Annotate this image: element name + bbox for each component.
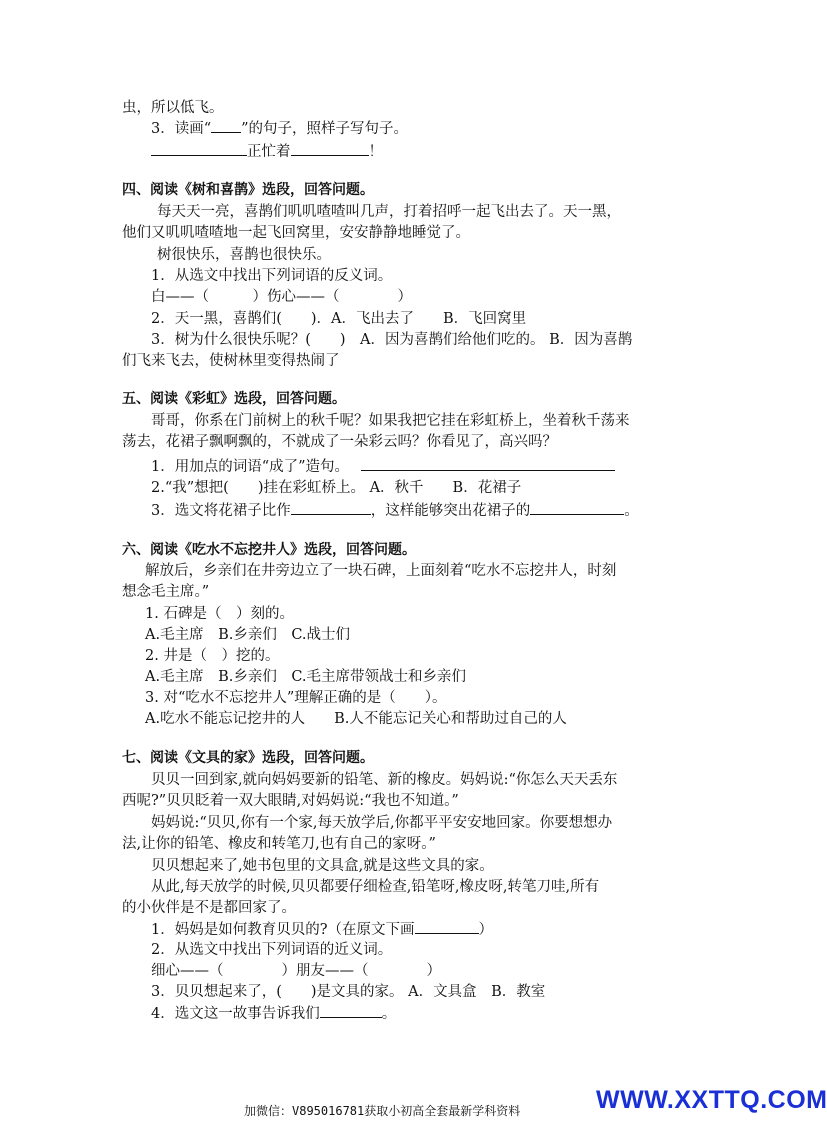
question-line: 3．选文将花裙子比作 ，这样能够突出花裙子的 。 — [151, 500, 639, 521]
passage-line: 他们又叽叽喳喳地一起飞回窝里，安安静静地睡觉了。 — [122, 225, 470, 241]
section-heading: 五、阅读《彩虹》选段，回答问题。 — [122, 391, 346, 407]
question-3: 3．读画“ ”的句子，照样子写句子。 — [151, 118, 408, 139]
fill-blank — [291, 141, 369, 156]
brand-watermark: WWW.XXTTQ.COM — [596, 1086, 827, 1114]
question-line: 2．天一黑，喜鹊们( )．A．飞出去了 B．飞回窝里 — [151, 311, 527, 327]
fill-blank — [361, 456, 615, 471]
section-heading: 七、阅读《文具的家》选段，回答问题。 — [122, 750, 374, 766]
passage-line: 西呢?”贝贝眨着一双大眼睛,对妈妈说:“我也不知道。” — [122, 793, 459, 809]
passage-line: 贝贝一回到家,就向妈妈要新的铅笔、新的橡皮。妈妈说:“你怎么天天丢东 — [151, 772, 618, 788]
answer-line: 正忙着 ！ — [151, 141, 383, 162]
question-line: 1．用加点的词语“成了”造句。 — [151, 456, 615, 477]
options-line: A.毛主席 B.乡亲们 C.毛主席带领战士和乡亲们 — [145, 669, 467, 685]
footer-note: 加微信：V895016781获取小初高全套最新学科资料 — [244, 1104, 521, 1118]
fill-blank — [320, 1003, 382, 1018]
text-line: 虫，所以低飞。 — [122, 100, 224, 116]
passage-line: 每天天一亮，喜鹊们叽叽喳喳叫几声，打着招呼一起飞出去了。天一黑， — [157, 204, 621, 220]
question-line: 白——（ ）伤心——（ ） — [151, 289, 412, 305]
section-heading: 四、阅读《树和喜鹊》选段，回答问题。 — [122, 182, 374, 198]
passage-line: 从此,每天放学的时候,贝贝都要仔细检查,铅笔呀,橡皮呀,转笔刀哇,所有 — [151, 879, 600, 895]
question-line: 4．选文这一故事告诉我们 。 — [151, 1003, 396, 1024]
question-line: 细心——（ ）朋友——（ ） — [151, 963, 441, 979]
question-line: 1. 石碑是（ ）刻的。 — [145, 606, 294, 622]
passage-line: 的小伙伴是不是都回家了。 — [122, 900, 296, 916]
fill-blank — [211, 118, 241, 133]
question-line: 2．从选文中找出下列词语的近义词。 — [151, 942, 393, 958]
fill-blank — [151, 141, 247, 156]
question-line: 2. 井是（ ）挖的。 — [145, 648, 280, 664]
fill-blank — [415, 919, 479, 934]
section-heading: 六、阅读《吃水不忘挖井人》选段，回答问题。 — [122, 542, 416, 558]
question-line: 们飞来飞去，使树林里变得热闹了 — [122, 353, 340, 369]
passage-line: 荡去，花裙子飘啊飘的，不就成了一朵彩云吗？你看见了，高兴吗？ — [122, 434, 557, 450]
options-line: A.吃水不能忘记挖井的人 B.人不能忘记关心和帮助过自己的人 — [145, 711, 567, 727]
passage-line: 想念毛主席。” — [122, 584, 210, 600]
passage-line: 树很快乐，喜鹊也很快乐。 — [157, 247, 331, 263]
options-line: A.毛主席 B.乡亲们 C.战士们 — [145, 627, 351, 643]
question-line: 3．树为什么很快乐呢？( ) A．因为喜鹊们给他们吃的。 B．因为喜鹊 — [151, 332, 633, 348]
passage-line: 解放后，乡亲们在井旁边立了一块石碑，上面刻着“吃水不忘挖井人，时刻 — [145, 563, 617, 579]
passage-line: 法,让你的铅笔、橡皮和转笔刀,也有自己的家呀。” — [122, 836, 436, 852]
passage-line: 哥哥，你系在门前树上的秋千呢？如果我把它挂在彩虹桥上，坐着秋千荡来 — [151, 413, 630, 429]
fill-blank — [530, 500, 624, 515]
question-line: 1．从选文中找出下列词语的反义词。 — [151, 268, 393, 284]
question-line: 2.“我”想把( )挂在彩虹桥上。 A．秋千 B．花裙子 — [151, 480, 522, 496]
question-line: 3．贝贝想起来了，( )是文具的家。 A．文具盒 B．教室 — [151, 984, 546, 1000]
fill-blank — [291, 500, 371, 515]
passage-line: 妈妈说:“贝贝,你有一个家,每天放学后,你都平平安安地回家。你要想想办 — [151, 815, 613, 831]
passage-line: 贝贝想起来了,她书包里的文具盒,就是这些文具的家。 — [151, 858, 494, 874]
question-line: 3. 对“吃水不忘挖井人”理解正确的是（ ）。 — [145, 690, 447, 706]
question-line: 1．妈妈是如何教育贝贝的?（在原文下画 ） — [151, 919, 493, 940]
